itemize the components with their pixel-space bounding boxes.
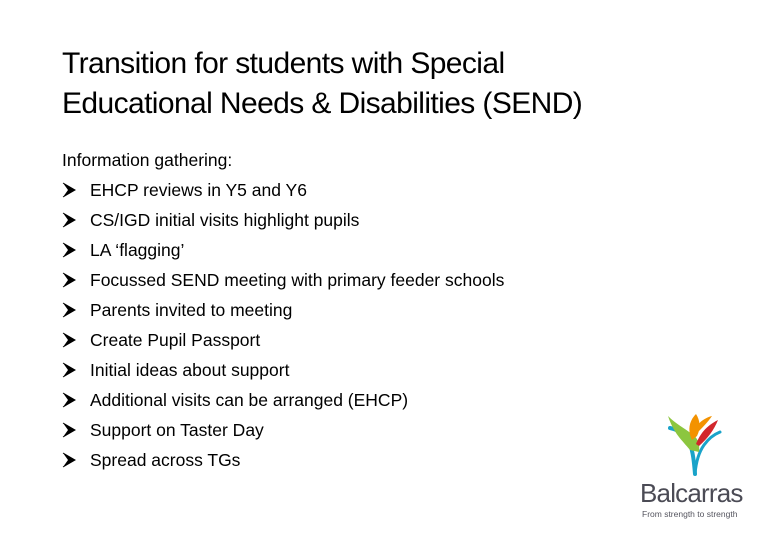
logo-tagline: From strength to strength [642,509,738,519]
arrowhead-bullet-icon [62,452,90,468]
bullet-item [62,235,702,265]
intro-text: Information gathering: [62,150,233,170]
bullet-text: CS/IGD initial visits highlight pupils [90,209,360,230]
balcarras-logo [636,410,756,520]
bullet-item [62,445,702,475]
arrowhead-bullet-icon [62,362,90,378]
bullet-item [62,415,702,445]
bullet-text: Spread across TGs [90,449,241,470]
bullet-item [62,325,702,355]
arrowhead-bullet-icon [62,272,90,288]
bullet-item [62,175,702,205]
bullet-text: Create Pupil Passport [90,329,261,350]
logo-name: Balcarras [640,478,743,508]
bullet-item [62,385,702,415]
tree-logo-icon [666,410,722,476]
arrowhead-bullet-icon [62,332,90,348]
bullet-text: Parents invited to meeting [90,299,293,320]
bullet-text: Initial ideas about support [90,359,290,380]
bullet-text: LA ‘flagging’ [90,239,185,260]
bullet-item [62,205,702,235]
arrowhead-bullet-icon [62,302,90,318]
arrowhead-bullet-icon [62,392,90,408]
slide-content [62,145,702,475]
bullet-text: Support on Taster Day [90,419,264,440]
arrowhead-bullet-icon [62,182,90,198]
bullet-item [62,355,702,385]
slide-title-line-1: Transition for students with Special [62,47,505,80]
bullet-list [62,175,702,475]
bullet-item [62,265,702,295]
bullet-item [62,295,702,325]
arrowhead-bullet-icon [62,242,90,258]
arrowhead-bullet-icon [62,422,90,438]
arrowhead-bullet-icon [62,212,90,228]
bullet-text: Focussed SEND meeting with primary feeder schools [90,269,505,290]
bullet-text: Additional visits can be arranged (EHCP) [90,389,409,410]
bullet-text: EHCP reviews in Y5 and Y6 [90,179,307,200]
slide-title [62,44,742,124]
slide-title-line-2: Educational Needs & Disabilities (SEND) [62,87,583,120]
